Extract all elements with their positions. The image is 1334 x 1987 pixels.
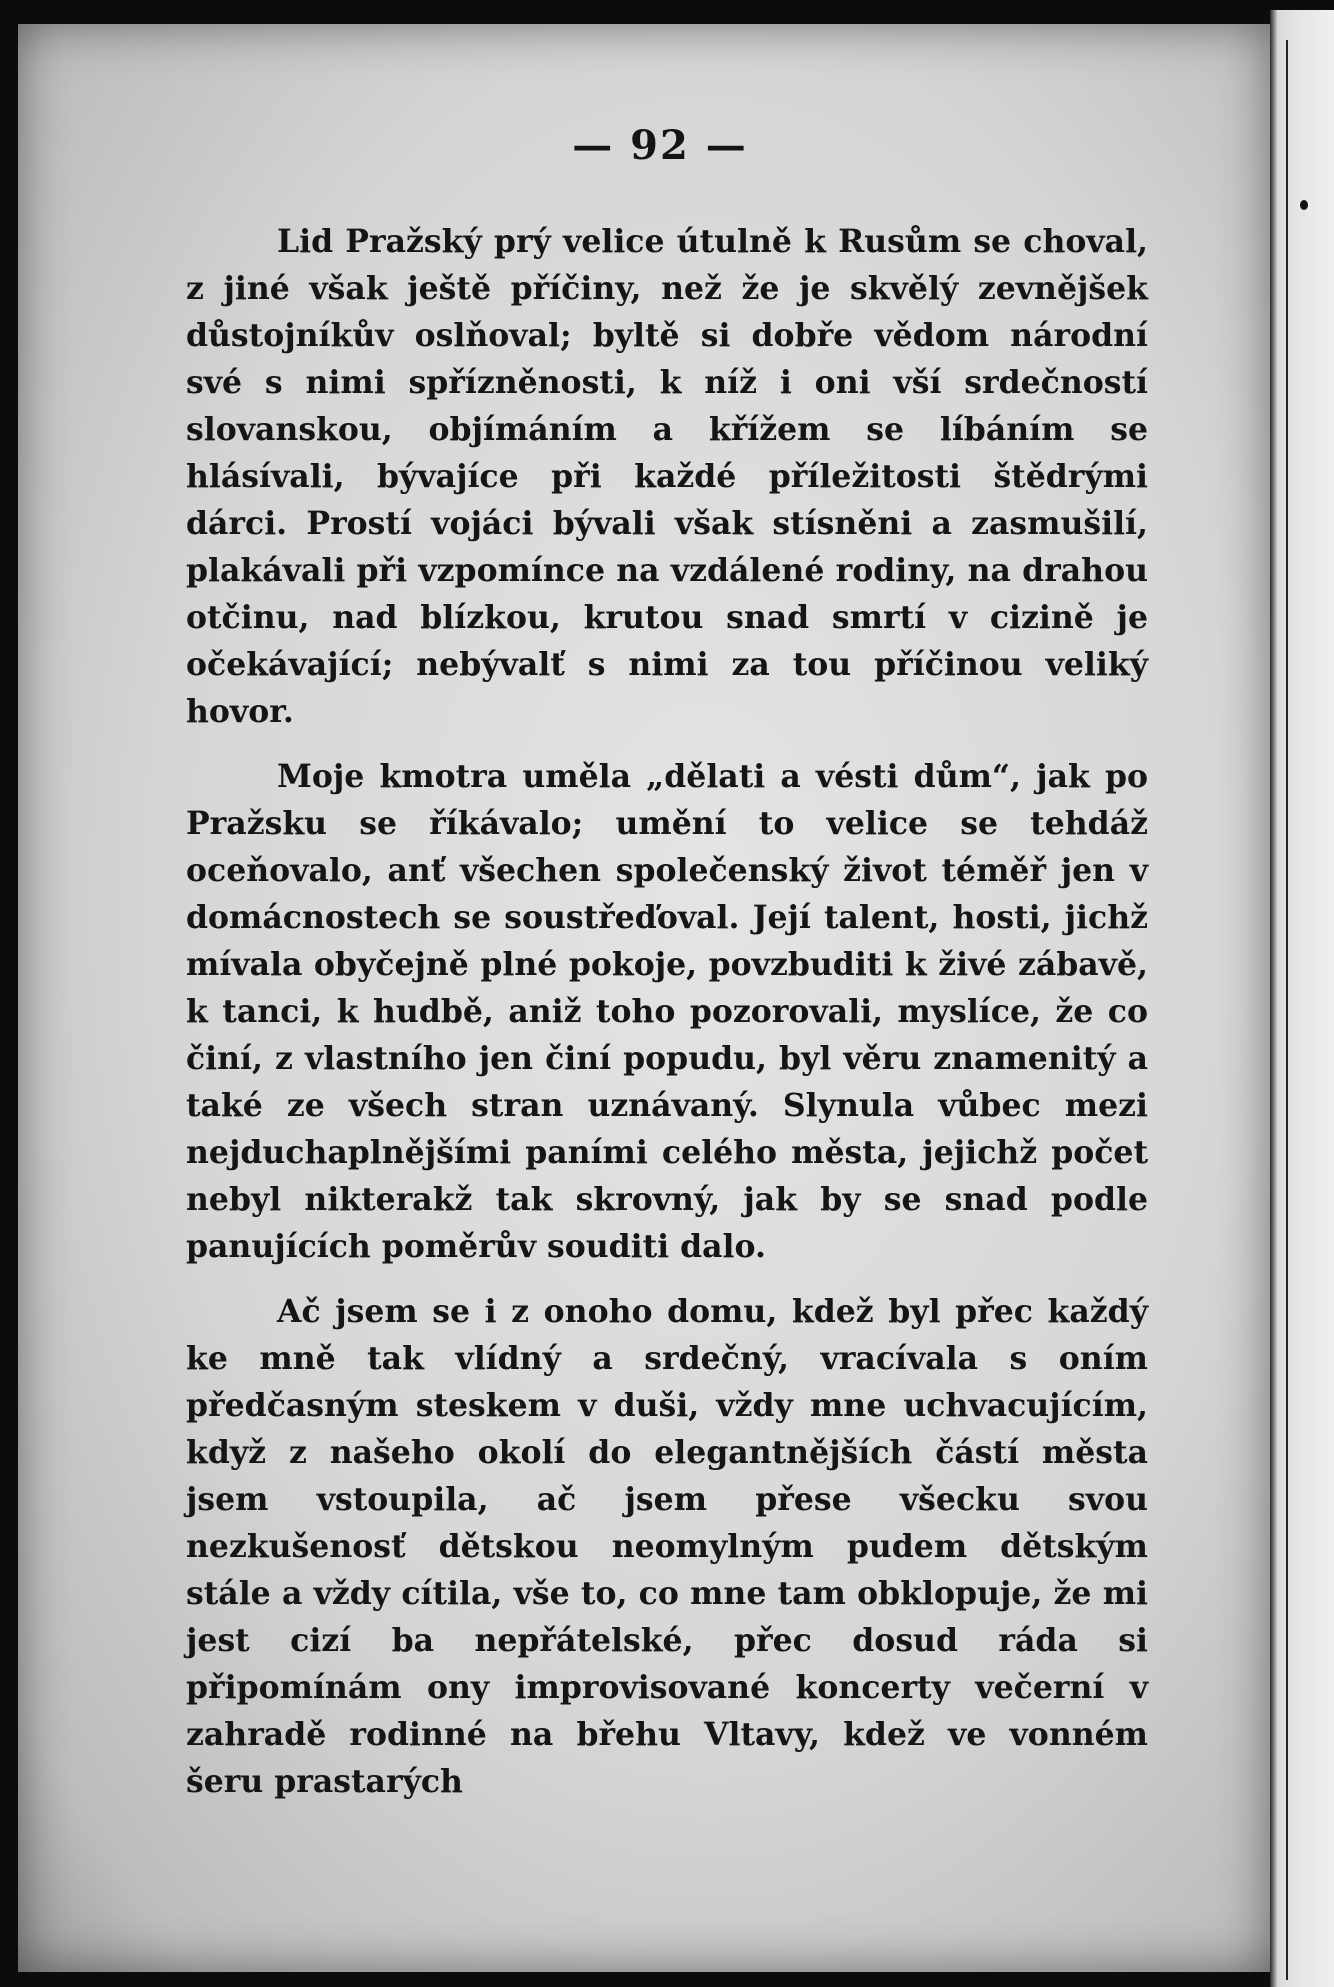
page-binding-line (1286, 40, 1288, 1980)
page-number: — 92 — (572, 122, 748, 169)
body-text (186, 218, 1148, 1805)
paragraph-1: Lid Pražský prý velice útulně k Rusům se choval, z jiné však ještě příčiny, než že je skvělý zevnějšek důstojníkův oslňoval; byltě si dobře vědom národní své s nimi spřízněnosti, k níž i oni vší srdečností slovanskou, objímáním a křížem se líbáním se hlásívali, bývajíce při každé příležitosti štědrými dárci. Prostí vojáci bývali však stísněni a zasmušilí, plakávali při vzpomínce na vzdálené rodiny, na drahou otčinu, nad blízkou, krutou snad smrtí v cizině je očekávající; nebývalť s nimi za tou příčinou veliký hovor. (186, 223, 1148, 730)
page-edge-mark (1300, 200, 1308, 210)
adjacent-page-edge (1270, 10, 1334, 1987)
paragraph-2: Moje kmotra uměla „dělati a vésti dům“, jak po Pražsku se říkávalo; umění to velice se tehdáž oceňovalo, anť všechen společenský život téměř jen v domácnostech se soustřeďoval. Její talent, hosti, jichž mívala obyčejně plné pokoje, povzbuditi k živé zábavě, k tanci, k hudbě, aniž toho pozorovali, myslíce, že co činí, z vlastního jen činí popudu, byl věru znamenitý a také ze všech stran uznávaný. Slynula vůbec mezi nejduchaplnějšími paními celého města, jejichž počet nebyl nikterakž tak skrovný, jak by se snad podle panujících poměrův souditi dalo. (186, 758, 1148, 1265)
paragraph-3: Ač jsem se i z onoho domu, kdež byl přec každý ke mně tak vlídný a srdečný, vracívala s oním předčasným steskem v duši, vždy mne uchvacujícím, když z našeho okolí do elegantnějších částí města jsem vstoupila, ač jsem přese všecku svou nezkušenosť dětskou neomylným pudem dětským stále a vždy cítila, vše to, co mne tam obklopuje, že mi jest cizí ba nepřátelské, přec dosud ráda si připomínám ony improvisované koncerty večerní v zahradě rodinné na břehu Vltavy, kdež ve vonném šeru prastarých (186, 1293, 1148, 1800)
